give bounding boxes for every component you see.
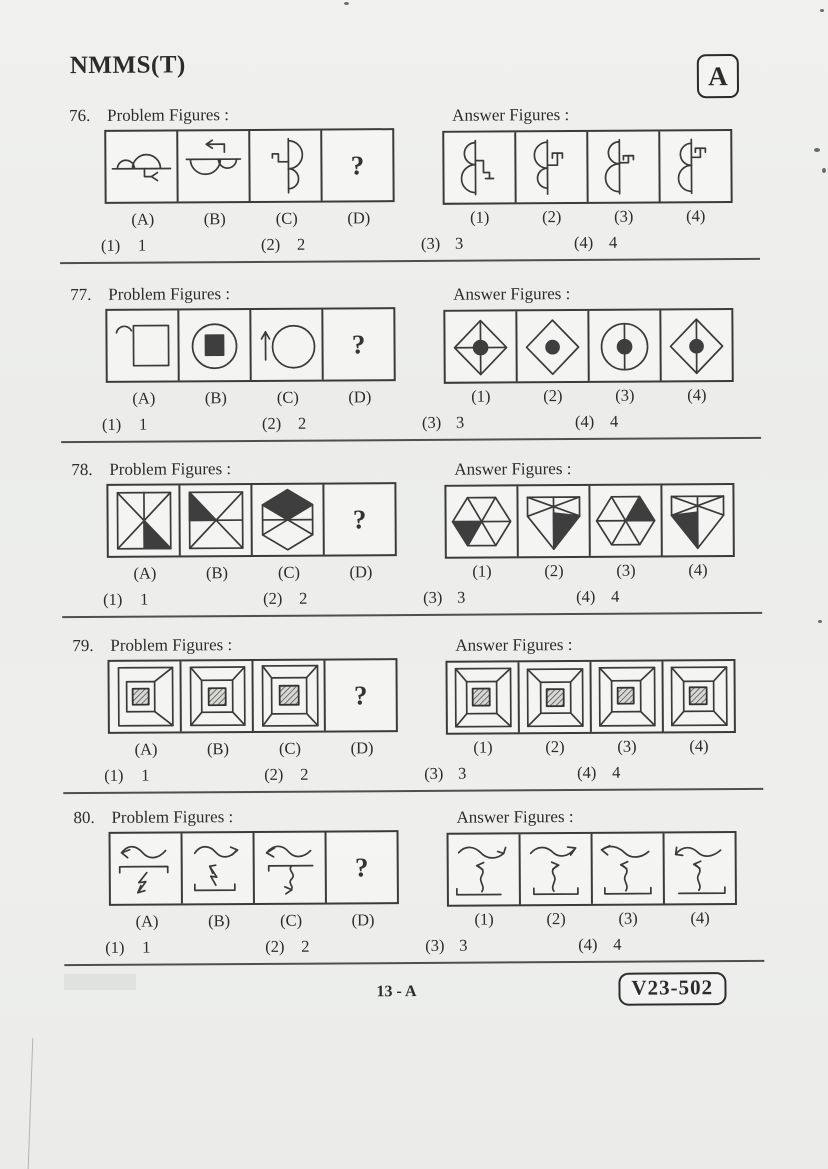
choice-key: (1) bbox=[101, 414, 122, 434]
wave-arrow-lightning-up-bracket-figure bbox=[183, 833, 253, 903]
answer-option-label: (4) bbox=[689, 736, 709, 756]
q76-answer-figure-1 bbox=[444, 132, 516, 202]
answer-option-label: (2) bbox=[542, 207, 562, 227]
problem-figures-label: Problem Figures : bbox=[107, 105, 230, 125]
problem-option-label: (A) bbox=[132, 388, 156, 408]
problem-option-label: (C) bbox=[278, 738, 302, 758]
question-mark: ? bbox=[354, 851, 369, 882]
q78-problem-figure-b bbox=[180, 485, 252, 555]
circle-with-filled-square-figure bbox=[179, 310, 249, 380]
left-semicircles-key-top-figure bbox=[660, 131, 730, 201]
problem-figures-label: Problem Figures : bbox=[108, 284, 231, 304]
answer-option-label: (1) bbox=[474, 909, 494, 929]
choice-value: 4 bbox=[612, 762, 621, 782]
wave-left-arrow-squiggle-figure bbox=[593, 833, 663, 903]
page-number: 13 - A bbox=[376, 982, 417, 1001]
question-mark: ? bbox=[350, 149, 365, 180]
q80-problem-figure-a bbox=[111, 833, 183, 903]
beveled-frame-hatched-figure bbox=[519, 662, 589, 732]
answer-figures-label: Answer Figures : bbox=[454, 459, 572, 479]
q80-problem-figure-d bbox=[327, 832, 397, 902]
answer-option-label: (4) bbox=[687, 385, 707, 405]
set-code-badge: A bbox=[697, 54, 739, 98]
problem-option-label: (A) bbox=[134, 739, 158, 759]
choice-key: (3) bbox=[420, 233, 441, 253]
q79-problem-figure-b bbox=[181, 661, 253, 731]
problem-option-label: (B) bbox=[204, 388, 227, 408]
q76-problem-figure-d bbox=[322, 130, 392, 200]
choice-value: 3 bbox=[455, 412, 465, 432]
hexagon-shaded-upper-right-figure bbox=[590, 485, 660, 555]
problem-figures-label: Problem Figures : bbox=[109, 459, 232, 479]
problem-option-label: (C) bbox=[275, 208, 298, 228]
choice-value: 2 bbox=[296, 234, 306, 254]
q78-problem-figure-a bbox=[108, 485, 180, 555]
choice-key: (4) bbox=[576, 586, 596, 607]
answer-option-label: (1) bbox=[470, 207, 490, 227]
q80-answer-figure-4 bbox=[665, 833, 735, 903]
q79-problem-figure-d bbox=[325, 660, 395, 730]
answer-figures-label: Answer Figures : bbox=[452, 105, 570, 125]
question-77 bbox=[0, 278, 827, 453]
q76-problem-figure-c bbox=[250, 131, 322, 201]
choice-key: (1) bbox=[104, 765, 124, 785]
answer-figures-label: Answer Figures : bbox=[456, 807, 574, 827]
circle-vertical-line-dot-figure bbox=[589, 310, 659, 380]
problem-option-label: (C) bbox=[276, 387, 299, 407]
choice-value: 3 bbox=[459, 935, 468, 955]
q76-answer-figure-2 bbox=[516, 132, 588, 202]
problem-option-label: (A) bbox=[135, 911, 159, 931]
choice-key: (3) bbox=[424, 763, 444, 783]
question-separator bbox=[61, 437, 761, 443]
wave-squiggle-left-arrow-figure bbox=[449, 834, 519, 904]
q79-problem-strip bbox=[107, 658, 397, 734]
problem-option-label: (B) bbox=[205, 563, 228, 583]
answer-option-label: (3) bbox=[614, 206, 634, 226]
square-diagonals-shaded-bottom-right-figure bbox=[108, 485, 178, 555]
choice-key: (2) bbox=[264, 764, 284, 784]
answer-option-label: (4) bbox=[686, 206, 706, 226]
q76-problem-figure-b bbox=[178, 131, 250, 201]
q76-answer-figure-3 bbox=[588, 131, 660, 201]
q77-problem-strip bbox=[105, 307, 395, 383]
q77-answer-figure-1 bbox=[445, 311, 517, 381]
question-number: 80. bbox=[73, 807, 95, 828]
answer-option-label: (1) bbox=[471, 386, 491, 406]
choice-value: 2 bbox=[300, 764, 309, 784]
arc-and-square-figure bbox=[107, 310, 177, 380]
q79-problem-figure-a bbox=[109, 661, 181, 731]
choice-value: 3 bbox=[454, 233, 464, 253]
choice-key: (4) bbox=[574, 411, 595, 432]
question-number: 76. bbox=[69, 105, 91, 126]
question-separator bbox=[60, 258, 760, 264]
q76-answer-strip bbox=[442, 129, 732, 205]
q78-answer-figure-2 bbox=[518, 486, 590, 556]
q77-answer-figure-2 bbox=[517, 311, 589, 381]
answer-option-label: (3) bbox=[617, 736, 637, 756]
wave-arrow-bracket-lightning-figure bbox=[111, 833, 181, 903]
hexagon-shaded-top-figure bbox=[252, 485, 322, 555]
q76-problem-strip bbox=[104, 128, 394, 204]
problem-option-label: (B) bbox=[203, 209, 226, 229]
arrow-and-semicircles-below-line-figure bbox=[178, 131, 248, 201]
problem-option-label: (D) bbox=[347, 208, 371, 228]
q80-problem-figure-c bbox=[255, 833, 327, 903]
choice-value: 4 bbox=[609, 411, 619, 431]
problem-option-label: (C) bbox=[279, 910, 303, 930]
choice-value: 3 bbox=[458, 763, 467, 783]
up-arrow-and-circle-figure bbox=[251, 310, 321, 380]
q78-problem-strip bbox=[106, 482, 396, 558]
choice-key: (4) bbox=[577, 762, 597, 783]
q77-problem-figure-c bbox=[251, 310, 323, 380]
q79-answer-figure-1 bbox=[447, 662, 519, 732]
hexagon-shaded-lower-left-figure bbox=[446, 486, 516, 556]
question-separator bbox=[62, 612, 762, 618]
q79-problem-figure-c bbox=[253, 661, 325, 731]
choice-value: 2 bbox=[297, 413, 307, 433]
choice-key: (1) bbox=[100, 235, 121, 255]
answer-figures-label: Answer Figures : bbox=[455, 635, 573, 655]
answer-option-label: (2) bbox=[543, 386, 563, 406]
booklet-code-badge: V23-502 bbox=[618, 972, 726, 1006]
q77-problem-figure-b bbox=[179, 310, 251, 380]
question-number: 79. bbox=[72, 635, 94, 656]
q76-problem-figure-a bbox=[106, 131, 178, 201]
answer-option-label: (1) bbox=[472, 561, 492, 581]
beveled-frame-hatched-figure bbox=[591, 661, 661, 731]
problem-option-label: (D) bbox=[348, 387, 372, 407]
choice-value: 1 bbox=[141, 765, 150, 785]
choice-value: 1 bbox=[142, 937, 151, 957]
q78-answer-strip bbox=[444, 483, 734, 559]
choice-key: (2) bbox=[265, 936, 285, 956]
answer-option-label: (2) bbox=[544, 561, 564, 581]
q80-problem-strip bbox=[109, 830, 399, 906]
shield-shaded-left-figure bbox=[662, 485, 732, 555]
wave-squiggle-right-arrow-figure bbox=[521, 834, 591, 904]
diamond-cross-dot-figure bbox=[445, 311, 515, 381]
choice-value: 1 bbox=[137, 235, 147, 255]
choice-key: (1) bbox=[105, 937, 125, 957]
choice-key: (2) bbox=[261, 413, 282, 433]
q78-problem-figure-c bbox=[252, 485, 324, 555]
question-76 bbox=[0, 99, 826, 274]
problem-option-label: (B) bbox=[207, 911, 231, 931]
beveled-frame-large-hatched-figure bbox=[253, 661, 323, 731]
question-mark: ? bbox=[351, 328, 366, 359]
q77-answer-figure-4 bbox=[661, 310, 731, 380]
nested-square-frame-hatched-figure bbox=[109, 661, 179, 731]
choice-value: 2 bbox=[301, 936, 310, 956]
q80-answer-figure-2 bbox=[521, 834, 593, 904]
q79-answer-figure-4 bbox=[663, 661, 733, 731]
semicircles-on-line-with-hook-figure bbox=[106, 131, 176, 201]
answer-option-label: (1) bbox=[473, 737, 493, 757]
q77-problem-figure-a bbox=[107, 310, 179, 380]
question-separator bbox=[64, 960, 764, 966]
problem-option-label: (B) bbox=[206, 739, 230, 759]
q77-answer-strip bbox=[443, 308, 733, 384]
question-mark: ? bbox=[353, 679, 368, 710]
left-semicircles-key-up-figure bbox=[516, 132, 586, 202]
choice-value: 4 bbox=[613, 934, 622, 954]
problem-option-label: (D) bbox=[351, 910, 375, 930]
beveled-frame-hatched-figure bbox=[663, 661, 733, 731]
choice-value: 2 bbox=[299, 588, 308, 608]
answer-option-label: (2) bbox=[545, 737, 565, 757]
answer-option-label: (4) bbox=[688, 560, 708, 580]
answer-option-label: (3) bbox=[616, 560, 636, 580]
choice-key: (3) bbox=[425, 935, 445, 955]
problem-option-label: (A) bbox=[131, 209, 155, 229]
question-79 bbox=[0, 629, 828, 804]
choice-key: (4) bbox=[573, 232, 594, 253]
q78-problem-figure-d bbox=[324, 484, 394, 554]
answer-option-label: (4) bbox=[690, 908, 710, 928]
choice-value: 4 bbox=[608, 232, 618, 252]
problem-option-label: (D) bbox=[349, 562, 373, 582]
choice-key: (3) bbox=[421, 412, 442, 432]
wave-arrow-line-squiggle-figure bbox=[255, 833, 325, 903]
semicircles-on-vertical-line-with-key-figure bbox=[250, 131, 320, 201]
question-number: 78. bbox=[71, 459, 93, 480]
problem-figures-label: Problem Figures : bbox=[110, 635, 233, 655]
q80-problem-figure-b bbox=[183, 833, 255, 903]
choice-value: 1 bbox=[140, 589, 149, 609]
square-diagonals-shaded-top-left-figure bbox=[180, 485, 250, 555]
page-title: NMMS(T) bbox=[69, 51, 186, 80]
answer-option-label: (3) bbox=[618, 908, 638, 928]
question-number: 77. bbox=[70, 284, 92, 305]
question-78 bbox=[0, 453, 828, 628]
q80-answer-figure-1 bbox=[449, 834, 521, 904]
q79-answer-strip bbox=[445, 659, 735, 735]
choice-value: 1 bbox=[138, 414, 148, 434]
left-semicircles-key-mid-figure bbox=[588, 131, 658, 201]
q80-answer-figure-3 bbox=[593, 833, 665, 903]
answer-option-label: (3) bbox=[615, 385, 635, 405]
choice-key: (3) bbox=[423, 587, 443, 607]
shield-shaded-right-figure bbox=[518, 486, 588, 556]
question-mark: ? bbox=[352, 503, 367, 534]
answer-figures-label: Answer Figures : bbox=[453, 284, 571, 304]
choice-value: 4 bbox=[611, 586, 620, 606]
q79-answer-figure-2 bbox=[519, 662, 591, 732]
q78-answer-figure-1 bbox=[446, 486, 518, 556]
q79-answer-figure-3 bbox=[591, 661, 663, 731]
choice-key: (4) bbox=[578, 934, 598, 955]
answer-option-label: (2) bbox=[546, 909, 566, 929]
q78-answer-figure-3 bbox=[590, 485, 662, 555]
q77-problem-figure-d bbox=[323, 309, 393, 379]
q80-answer-strip bbox=[447, 831, 737, 907]
q76-answer-figure-4 bbox=[660, 131, 730, 201]
diamond-vertical-line-dot-figure bbox=[661, 310, 731, 380]
choice-key: (2) bbox=[260, 234, 281, 254]
beveled-frame-hatched-figure bbox=[447, 662, 517, 732]
left-semicircles-key-low-figure bbox=[444, 132, 514, 202]
q78-answer-figure-4 bbox=[662, 485, 732, 555]
problem-figures-label: Problem Figures : bbox=[111, 807, 234, 827]
wave-hook-squiggle-left-arrow-figure bbox=[665, 833, 735, 903]
choice-value: 3 bbox=[457, 587, 466, 607]
choice-key: (2) bbox=[263, 588, 283, 608]
question-separator bbox=[63, 788, 763, 794]
diamond-dot-figure bbox=[517, 311, 587, 381]
problem-option-label: (A) bbox=[133, 563, 157, 583]
problem-option-label: (D) bbox=[350, 738, 374, 758]
question-80 bbox=[1, 801, 828, 976]
problem-option-label: (C) bbox=[277, 562, 300, 582]
choice-key: (1) bbox=[103, 589, 123, 609]
beveled-frame-hatched-figure bbox=[181, 661, 251, 731]
q77-answer-figure-3 bbox=[589, 310, 661, 380]
